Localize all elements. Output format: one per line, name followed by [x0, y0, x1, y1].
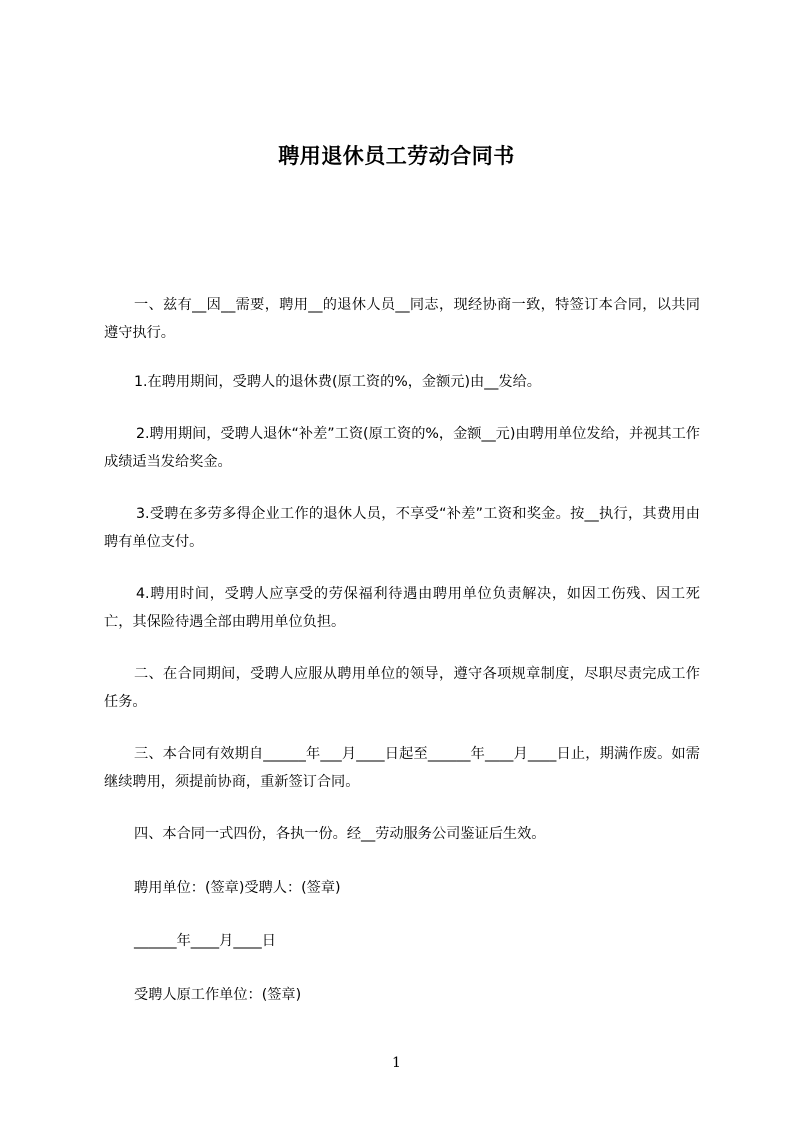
- signature-line-employer: 聘用单位：(签章)受聘人：(签章): [134, 880, 341, 896]
- paragraph-1-item-1: 1.在聘用期间，受聘人的退休费(原工资的%，金额元)由__发给。: [134, 374, 541, 390]
- paragraph-1-item-2: 2.聘用期间，受聘人退休“补差”工资(原工资的%，金额__元)由聘用单位发给，并视其工作成绩适当发给奖金。: [104, 426, 700, 470]
- paragraph-3: 三、本合同有效期自______年___月____日起至______年____月____日止，期满作废。如需继续聘用，须提前协商，重新签订合同。: [104, 746, 700, 790]
- paragraph-1-item-3: 3.受聘在多劳多得企业工作的退休人员，不享受“补差”工资和奖金。按__执行，其费用由聘有单位支付。: [104, 506, 700, 550]
- document-title: 聘用退休员工劳动合同书: [278, 144, 515, 168]
- signature-date-line: ______年____月____日: [134, 933, 276, 949]
- page-number: 1: [392, 1055, 401, 1071]
- paragraph-2: 二、在合同期间，受聘人应服从聘用单位的领导，遵守各项规章制度，尽职尽责完成工作任务。: [104, 666, 700, 710]
- paragraph-4: 四、本合同一式四份，各执一份。经__劳动服务公司鉴证后生效。: [134, 826, 546, 842]
- paragraph-1-item-4: 4.聘用时间，受聘人应享受的劳保福利待遇由聘用单位负责解决，如因工伤残、因工死亡，其保险待遇全部由聘用单位负担。: [104, 586, 700, 630]
- paragraph-1-intro: 一、兹有__因__需要，聘用__的退休人员__同志，现经协商一致，特签订本合同，以共同遵守执行。: [104, 297, 700, 341]
- signature-line-original-employer: 受聘人原工作单位：(签章): [134, 987, 302, 1003]
